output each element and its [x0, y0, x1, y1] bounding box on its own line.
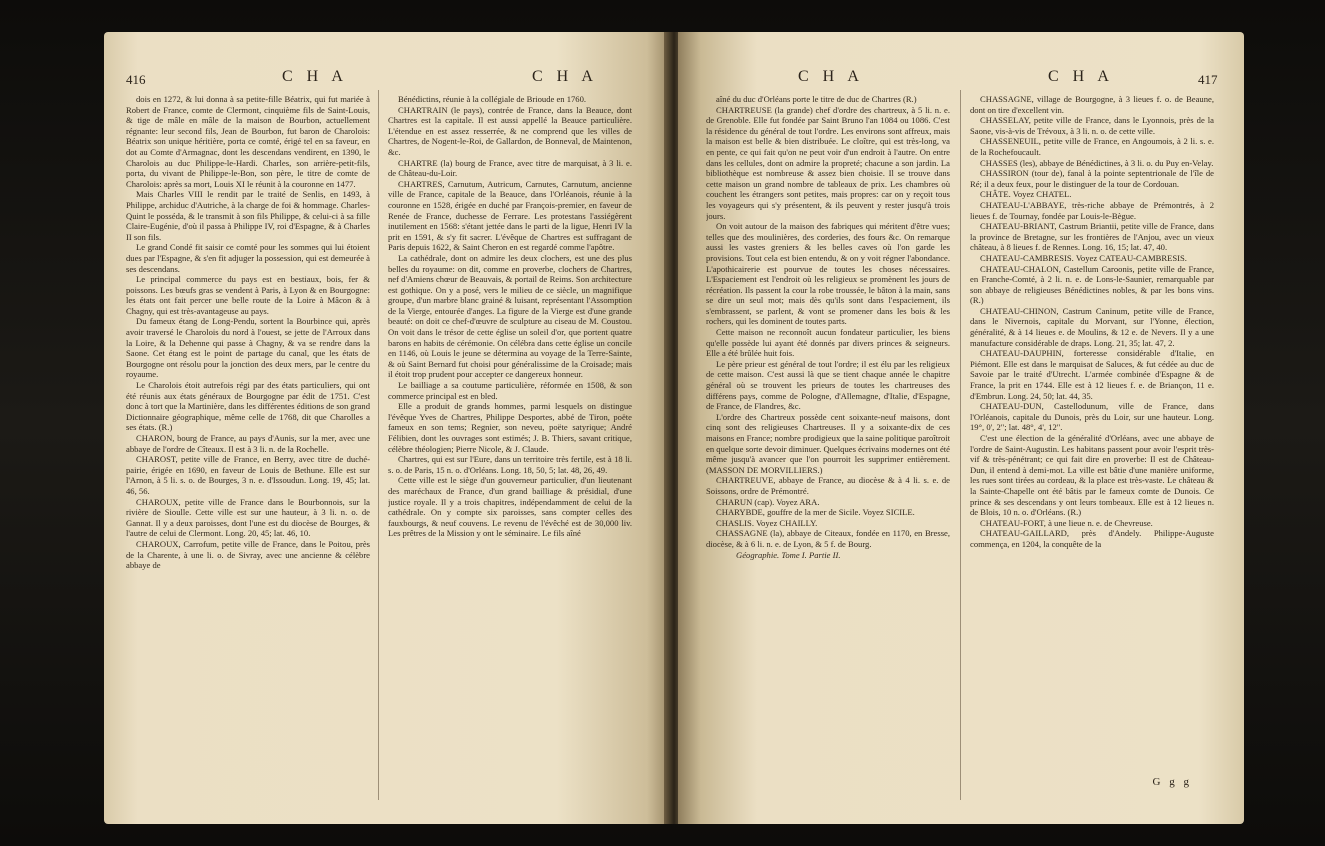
paragraph: CHATEAU-CHINON, Castrum Caninum, petite ville de France, dans le Nivernois, capitale du Morvant, sur l'Yonne, élection, généralité, & à 14 lieues e. de Moulins, & 12 e. de Nevers. Il y a une manufacture considérable de draps. Long. 21, 35; lat. 47, 2.: [970, 305, 1214, 348]
paragraph: CHATEAU-L'ABBAYE, très-riche abbaye de Prémontrés, à 2 lieues f. de Tournay, fondée par Louis-le-Bègue.: [970, 199, 1214, 221]
paragraph: CHÂTE. Voyez CHATEL.: [980, 189, 1072, 200]
paragraph: CHASSAGNE (la), abbaye de Citeaux, fondée en 1170, en Bresse, diocèse, & à 6 li. n. e. de Lyon, & 5 f. de Bourg.: [706, 528, 950, 549]
right-page-number: 417: [1198, 72, 1218, 87]
paragraph: Le grand Condé fit saisir ce comté pour les sommes qui lui étoient dues par l'Espagne, & s'en fit adjuger la possession, qui est demeurée à ses descendans.: [126, 242, 370, 274]
paragraph: CHARTRAIN (le pays), contrée de France, dans la Beauce, dont Chartres est la capitale. Il est aussi appellé la Beauce particulière. L'étendue en est assez resserrée, & ne comprend que les villes de Chartres, de Nogent-le-Roi, de Gallardon, de Bonneval, de Maintenon, &c.: [388, 104, 632, 157]
paragraph: aîné du duc d'Orléans porte le titre de duc de Chartres (R.): [716, 94, 917, 104]
paragraph: CHARTREUVE, abbaye de France, au diocèse & à 4 li. s. e. de Soissons, ordre de Prémontré.: [706, 475, 950, 496]
right-headword-2: C H A: [1048, 68, 1114, 85]
paragraph: CHARON, bourg de France, au pays d'Aunis, sur la mer, avec une abbaye de l'ordre de Cîteaux. Il est à 3 li. n. de la Rochelle.: [126, 433, 370, 454]
left-page: [104, 32, 670, 824]
paragraph: CHATEAU-DAUPHIN, forteresse considérable d'Italie, en Piémont. Elle est dans le marquisat de Saluces, & fut cédée au duc de Savoie par le traité d'Utrecht. L'armée combinée d'Espagne & de France, la prit en 1744. Elle est à 12 lieues f. e. de Briançon, 11 e. d'Embrun. Long. 24, 50; lat. 44, 35.: [970, 348, 1214, 401]
left-headword-2: C H A: [532, 68, 598, 85]
paragraph: Du fameux étang de Long-Pendu, sortent la Bourbince qui, après avoir traversé le Charolois du nord à l'ouest, se jette de l'Arroux dans la Loire, & la Dehenne qui passe à Chagny, & va se rendre dans la Saone. Cet étang est le point de partage du canal, que les états de Bourgogne ont résolu pour la jonction des deux mers, par le centre du royaume.: [126, 316, 370, 380]
paragraph: C'est une élection de la généralité d'Orléans, avec une abbaye de l'ordre de Saint-Augustin. Les habitans passent pour avoir l'esprit très-vif & très-pénétrant; ce qui fait dire en proverbe: Il est de Château-Dun, il entend à demi-mot. La ville est bâtie d'une manière uniforme, les rues sont tirées au cordeau, & la place est très-vaste. Le château & la Sainte-Chapelle ont été bâtis par le fameux comte de Dunois. Ce prince & ses descendans y ont leurs tombeaux. Elle est à 12 lieues n. de Blois, 10 n. o. d'Orléans. (R.): [970, 433, 1214, 518]
paragraph: Cette maison ne reconnoît aucun fondateur particulier, les biens qu'elle possède lui ayant été donnés par divers princes & seigneurs. Elle a été brûlée huit fois.: [706, 327, 950, 359]
paragraph: dois en 1272, & lui donna à sa petite-fille Béatrix, qui fut mariée à Robert de France, comte de Clermont, cinquième fils de Saint-Louis, & tige de mâle en mâle de la maison de Bourbon, actuellement régnante: leur second fils, Jean de Bourbon, fut baron de Charolois: Béatrix son unique héritière, porta ce comté, érigé tel en sa faveur, en dot au Comte d'Armagnac, dont les descendans vendirent, en 1390, le Charolois au duc Philippe-le-Hardi. Charles, son arrière-petit-fils, porta, du vivant de Philippe-le-Bon, son père, le titre de comte de Charolois: après sa mort, Louis XI le réunit à la couronne en 1477.: [126, 94, 370, 189]
paragraph: CHATEAU-BRIANT, Castrum Briantii, petite ville de France, dans la province de Bretagne, sur les frontières de l'Anjou, avec un vieux château, à 8 lieues f. de Rennes. Long. 16, 15; lat. 47, 40.: [970, 221, 1214, 253]
right-column-1: [706, 94, 950, 794]
paragraph: Le Charolois étoit autrefois régi par des états particuliers, qui ont été réunis aux états généraux de Bourgogne par édit de 1751. C'est donc à tort que la Martinière, dans les différentes éditions de son grand Dictionnaire géographique, même celle de 1768, dit que Charolles a ses états. (R.): [126, 380, 370, 433]
paragraph: CHASSAGNE, village de Bourgogne, à 3 lieues f. o. de Beaune, dont on tire d'excellent vin.: [970, 94, 1214, 115]
paragraph: L'ordre des Chartreux possède cent soixante-neuf maisons, dont cinq sont des religieuses Chartreuses. Il y a soixante-dix de ces maisons en France; nombre prodigieux que la saine politique paroîtroit en quelque sorte devoir diminuer. Quelques écrivains modernes ont été même jusqu'à avancer que l'on pourroit les supprimer entièrement. (MASSON DE MORVILLIERS.): [706, 411, 950, 475]
paragraph: Le bailliage a sa coutume particulière, réformée en 1508, & son commerce principal est en bled.: [388, 380, 632, 401]
volume-footer: Géographie. Tome I. Partie II.: [736, 549, 841, 560]
paragraph: On voit autour de la maison des fabriques qui méritent d'être vues; telles que des moulinières, des corderies, des fours &c. On remarque aussi les vastes greniers & les belles caves où l'on garde les provisions. Tout cela est bien entendu, & on y voit régner l'abondance. L'apothicairerie est pourvue de toutes les choses nécessaires. L'Espaciement est l'endroit où les religieux se promènent les jours de récréation. Ils passent la cour la robe troussée, le bâton à la main, sans se dire un seul mot; mais dès qu'ils sont dans l'espaciement, ils s'embrassent, se parlent, & vont se promener dans les bois & les rochers, qui les dominent de toutes parts.: [706, 221, 950, 327]
paragraph: CHATEAU-GAILLARD, près d'Andely. Philippe-Auguste commença, en 1204, la conquête de la: [970, 528, 1214, 549]
right-page-header: [678, 68, 1244, 92]
right-column-rule: [960, 90, 961, 800]
paragraph: CHASSENEUIL, petite ville de France, en Angoumois, à 2 li. s. e. de la Rochefoucault.: [970, 136, 1214, 157]
paragraph: CHARTRES, Carnutum, Autricum, Carnutes, Carnutum, ancienne ville de France, capitale de la Beauce, dans l'Orléanois, réunie à la couronne en 1528, érigée en duché par François-premier, en faveur de Renée de France, duchesse de Ferrare. Les protestans l'assiégèrent inutilement en 1568: s'étant jettée dans le parti de la ligue, Henri IV la prit en 1591, & s'y fit sacrer. L'évêque de Chartres est suffragant de Paris depuis 1622, & Saint Cheron en est regardé comme l'apôtre.: [388, 178, 632, 253]
right-column-2: [970, 94, 1214, 806]
paragraph: Chartres, qui est sur l'Eure, dans un territoire très fertile, est à 18 li. s. o. de Paris, 15 n. o. d'Orléans. Long. 18, 50, 5; lat. 48, 26, 49.: [388, 454, 632, 475]
paragraph: Cette ville est le siège d'un gouverneur particulier, d'un lieutenant des maréchaux de France, d'un grand bailliage & présidial, d'une justice royale. Il y a trois chapitres, indépendamment de celui de la cathédrale. On y compte six paroisses, sans compter celles des fauxbourgs, & neuf couvens. Le revenu de l'évêché est de 30,000 liv. Les prêtres de la Mission y ont le séminaire. Le fils aîné: [388, 475, 632, 539]
paragraph: CHAROST, petite ville de France, en Berry, avec titre de duché-pairie, érigée en 1690, en faveur de Louis de Bethune. Elle est sur l'Arnon, à 5 li. s. o. de Bourges, 3 n. e. d'Issoudun. Long. 19, 45; lat. 46, 56.: [126, 454, 370, 496]
left-column-1: [126, 94, 370, 806]
paragraph: Mais Charles VIII le rendit par le traité de Senlis, en 1493, à Philippe, archiduc d'Autriche, à la charge de foi & hommage. Charles-Quint le posséda, & le transmit à son fils Philippe, & celui-ci à sa fille Claire-Eugénie, d'où il passa à Philippe IV, roi d'Espagne, & à Charles II son fils.: [126, 189, 370, 242]
left-column-2: [388, 94, 632, 806]
left-page-number: 416: [126, 72, 146, 87]
paragraph: CHAROUX, Carrofum, petite ville de France, dans le Poitou, près de la Charente, à une li. o. de Sivray, avec une ancienne & célèbre abbaye de: [126, 538, 370, 571]
left-headword-1: C H A: [282, 68, 348, 85]
paragraph: CHATEAU-DUN, Castellodunum, ville de France, dans l'Orléanois, capitale du Dunois, près du Loir, sur une hauteur. Long. 19°, 0', 2"; lat. 48°, 4', 12".: [970, 401, 1214, 433]
left-page-header: [104, 68, 670, 92]
paragraph: CHARUN (cap). Voyez ARA.: [716, 496, 820, 507]
paragraph: CHASLIS. Voyez CHAILLY.: [716, 517, 818, 528]
paragraph: CHAROUX, petite ville de France dans le Bourbonnois, sur la rivière de Sioulle. Cette ville est sur une hauteur, à 3 li. n. o. de Gannat. Il y a deux paroisses, dont l'une est du diocèse de Bourges, & l'autre de celui de Clermont. Long. 20, 45; lat. 46, 10.: [126, 496, 370, 539]
right-headword-1: C H A: [798, 68, 864, 85]
paragraph: CHARTREUSE (la grande) chef d'ordre des chartreux, à 5 li. n. e. de Grenoble. Elle fut fondée par Saint Bruno l'an 1084 ou 1086. C'est la résidence du général de tout l'ordre. Les environs sont affreux, mais la maison est belle & bien distribuée. Le cloître, qui est très-long, va en pente, ce qui fait qu'on ne peut voir d'un endroit à l'autre. On entre dans les cellules, dont on admire la propreté; chacune a son jardin. La bibliothèque est nombreuse & assez bien choisie. Il se trouve dans cette maison un grand nombre de tableaux de prix. Les chambres où couchent les étrangers sont petites, mais propres: car on y reçoit tous les voyageurs qui s'y présentent, & ils peuvent y rester jusqu'à trois jours.: [706, 104, 950, 221]
paragraph: Le père prieur est général de tout l'ordre; il est élu par les religieux de cette maison. C'est aussi là que se tient chaque année le chapitre général où se trouvent les prieurs de toutes les chartreuses des différens pays, comme de Pologne, d'Allemagne, d'Italie, d'Espagne, de France, de Flandres, &c.: [706, 358, 950, 412]
paragraph: La cathédrale, dont on admire les deux clochers, est une des plus belles du royaume: on dit, comme en proverbe, clochers de Chartres, nef d'Amiens chœur de Beauvais, & portail de Reims. Son architecture est gothique. On y a posé, vers le milieu de ce siècle, un magnifique groupe, d'un marbre blanc grainé & luisant, représentant l'Assomption de la Vierge, entourée d'anges. La figure de la Vierge est d'une grande beauté: on doit ce chef-d'œuvre de sculpture au ciseau de M. Coustou. On voit dans le trésor de cette église un soleil d'or, que portent quatre barons en habits de cérémonie. On célébra dans cette église un concile en 1146, où Louis le jeune se détermina au voyage de la Terre-Sainte, & où Saint Bernard fut choisi pour généralissime de la Croisade; mais il étoit trop prudent pour accepter ce dangereux honneur.: [388, 252, 632, 380]
paragraph: Elle a produit de grands hommes, parmi lesquels on distingue l'évêque Yves de Chartres, Philippe Desportes, abbé de Tiron, poëte fameux en son tems; Regnier, son neveu, poëte satyrique; André Félibien, dont les ouvrages sont estimés; J. B. Thiers, savant critique, célèbre théologien; Pierre Nicole, & J. Claude.: [388, 401, 632, 454]
paragraph: CHATEAU-CHALON, Castellum Caroonis, petite ville de France, en Franche-Comté, à 2 li. n. e. de Lons-le-Saunier, remarquable par son abbaye de religieuses Bénédictines nobles, & par les bons vins. (R.): [970, 263, 1214, 306]
paragraph: Bénédictins, réunie à la collégiale de Brioude en 1760.: [398, 94, 587, 104]
paragraph: CHASSIRON (tour de), fanal à la pointe septentrionale de l'île de Ré; il a deux feux, pour le distinguer de la tour de Cordouan.: [970, 168, 1214, 189]
paragraph: CHASSELAY, petite ville de France, dans le Lyonnois, près de la Saone, vis-à-vis de Trévoux, à 3 li. n. o. de cette ville.: [970, 115, 1214, 136]
signature-mark: G g g: [1152, 776, 1192, 788]
paragraph: Le principal commerce du pays est en bestiaux, bois, fer & poissons. Les bœufs gras se vendent à Paris, à Lyon & en Bourgogne: les états ont fait percer une belle route de la Loire à Mâcon & à Chagny, qui est très-avantageuse au pays.: [126, 274, 370, 316]
left-column-rule: [378, 90, 379, 800]
right-page: [678, 32, 1244, 824]
open-book: [104, 32, 1244, 832]
paragraph: CHARYBDE, gouffre de la mer de Sicile. Voyez SICILE.: [716, 507, 915, 518]
paragraph: CHARTRE (la) bourg de France, avec titre de marquisat, à 3 li. e. de Château-du-Loir.: [388, 157, 632, 179]
paragraph: CHATEAU-FORT, à une lieue n. e. de Chevreuse.: [980, 517, 1153, 528]
paragraph: CHATEAU-CAMBRESIS. Voyez CATEAU-CAMBRESIS.: [980, 252, 1187, 263]
paragraph: CHASSES (les), abbaye de Bénédictines, à 3 li. o. du Puy en-Velay.: [980, 157, 1214, 168]
